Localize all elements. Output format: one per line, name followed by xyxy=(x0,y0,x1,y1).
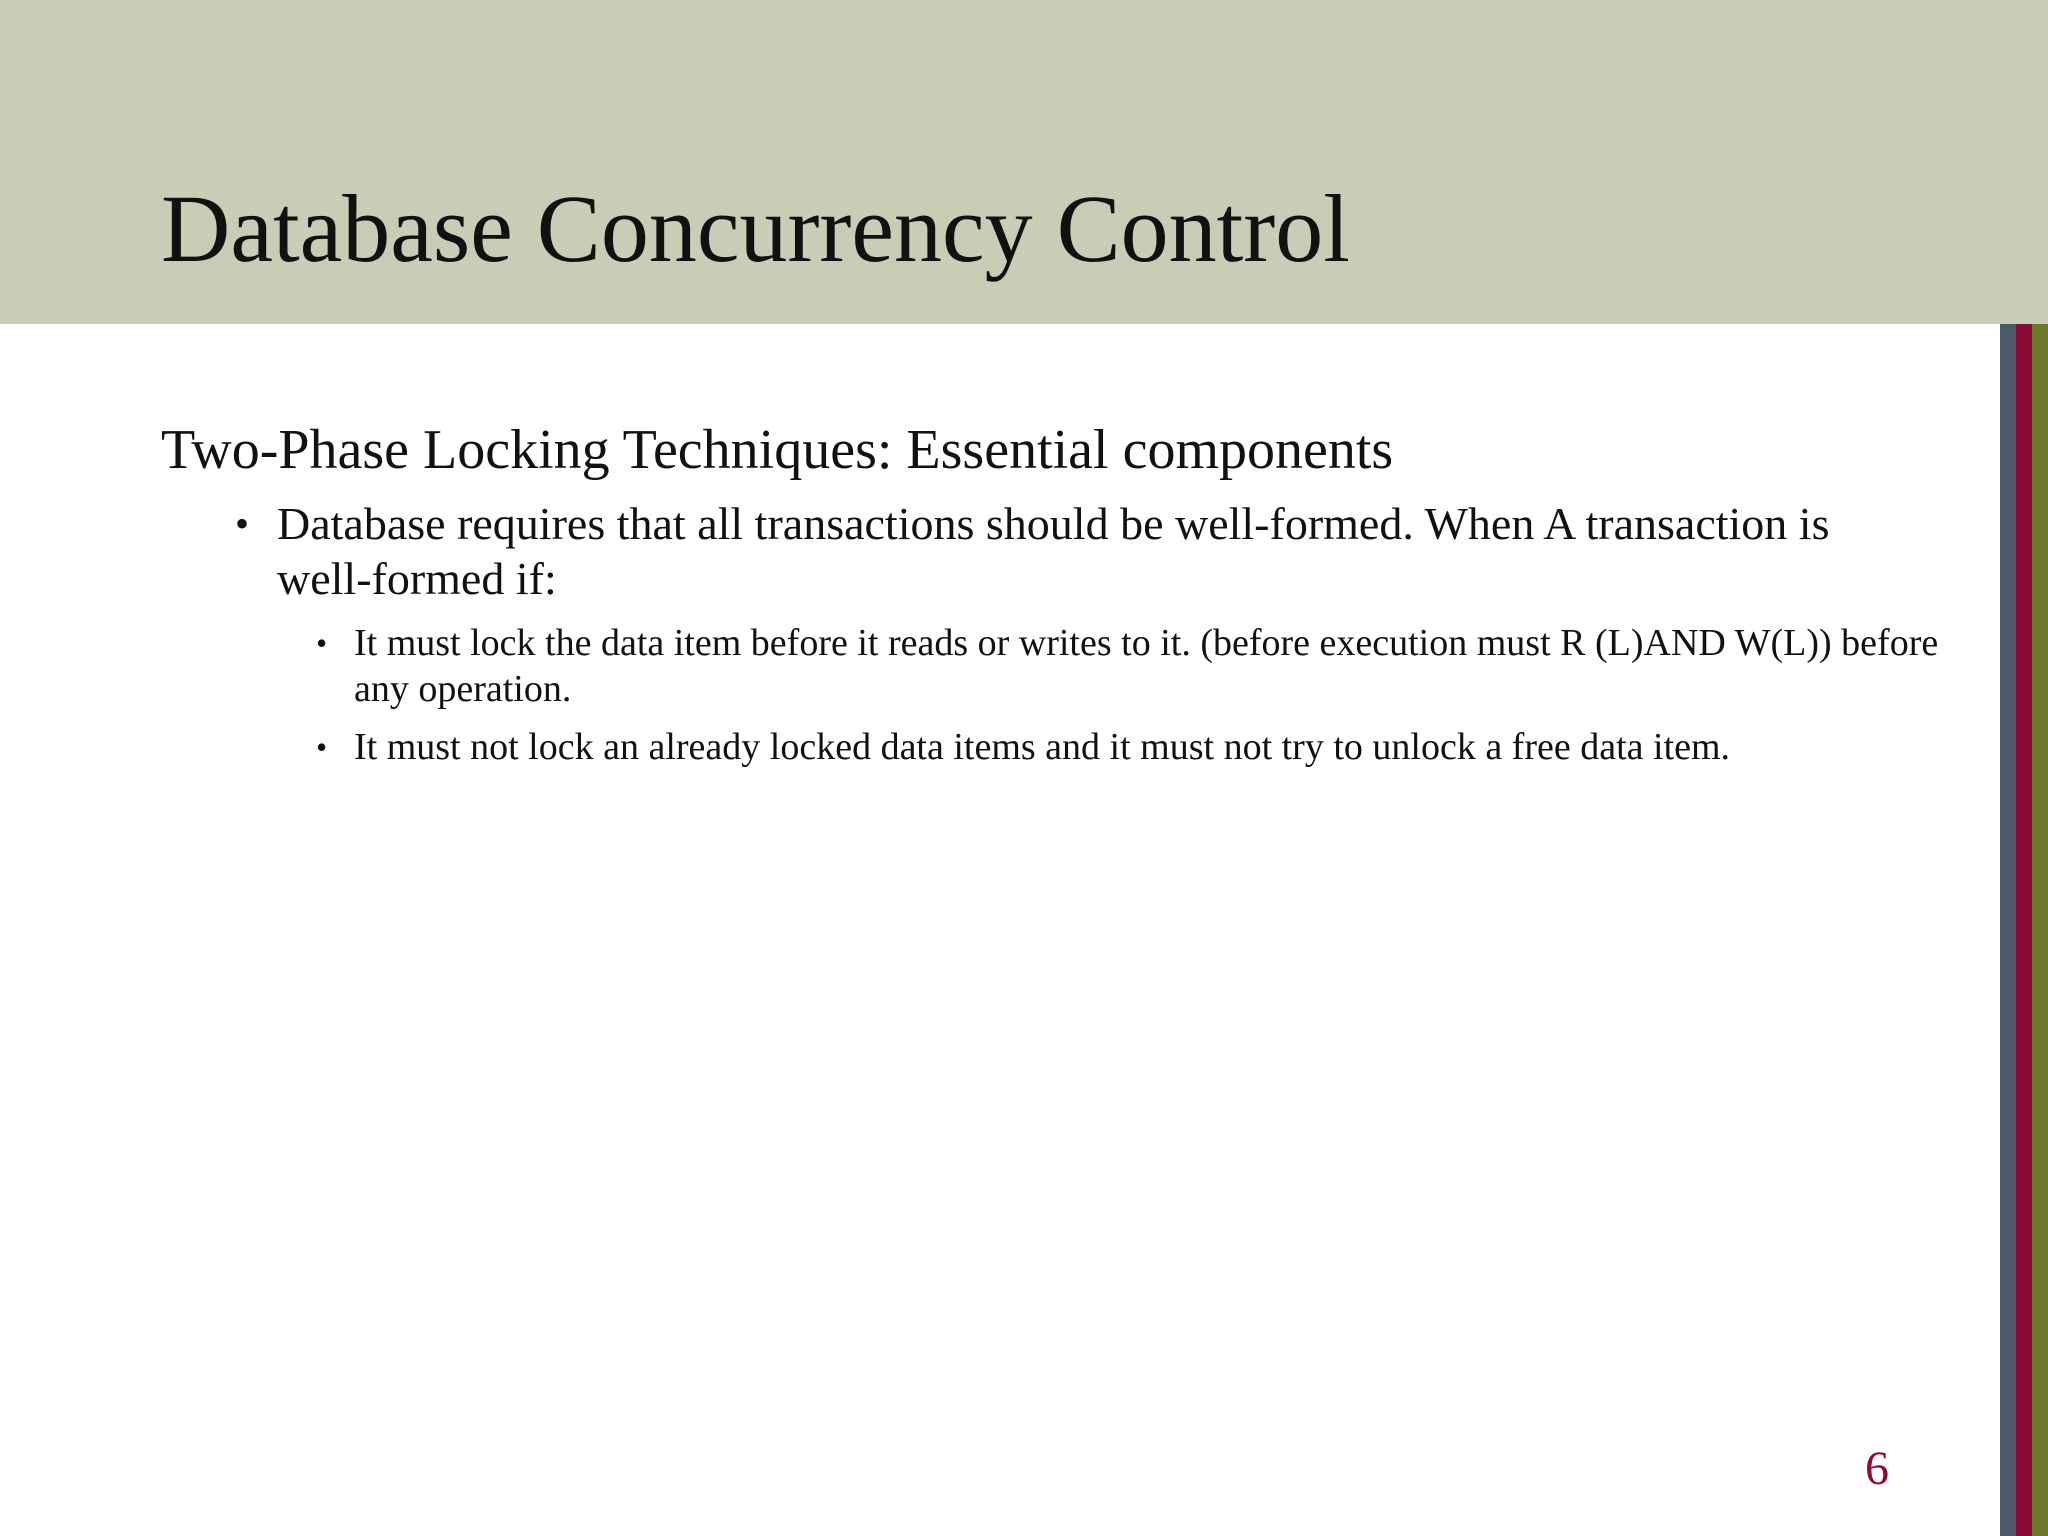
bullet-point xyxy=(161,496,1917,606)
page-number: 6 xyxy=(1865,1442,1889,1495)
bullet-icon: • xyxy=(235,501,250,546)
sub-bullet-point xyxy=(161,620,1984,712)
slide-title: Database Concurrency Control xyxy=(161,175,1350,282)
sub-bullet-text: It must lock the data item before it reads or writes to it. (before execution must R (L)AND W(L)) before any operation. xyxy=(354,622,1939,710)
bullet-point-text: Database requires that all transactions should be well-formed. When A transaction is well-formed if: xyxy=(277,498,1830,604)
accent-bar-crimson xyxy=(2016,324,2032,1536)
sub-bullet-point xyxy=(161,724,1984,770)
bullet-icon: • xyxy=(316,625,328,661)
accent-bar-slate xyxy=(2000,324,2016,1536)
sub-bullet-list xyxy=(161,620,1981,770)
accent-bar-olive xyxy=(2032,324,2048,1536)
sub-bullet-text: It must not lock an already locked data items and it must not try to unlock a free data item. xyxy=(354,726,1731,768)
slide-content xyxy=(161,414,1981,782)
section-heading: Two-Phase Locking Techniques: Essential components xyxy=(161,419,1394,481)
bullet-icon: • xyxy=(316,729,328,765)
